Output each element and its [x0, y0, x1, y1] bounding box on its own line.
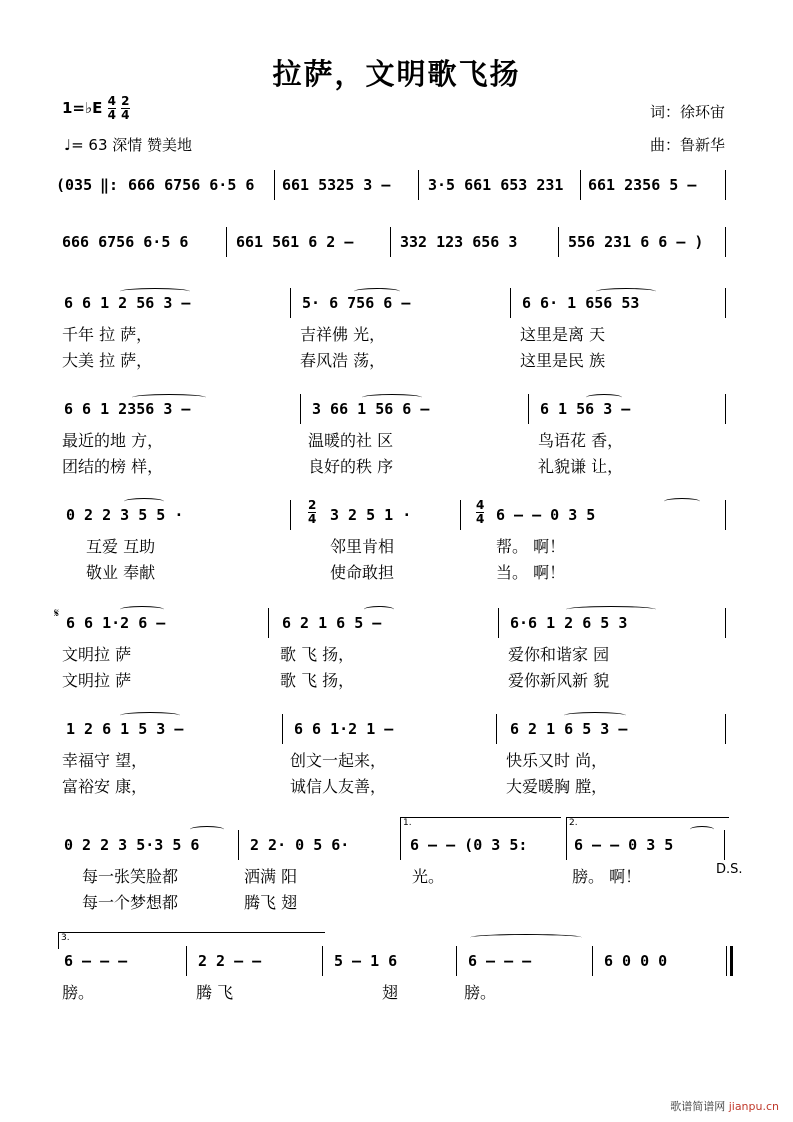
repeat-start: ‖: — [100, 176, 119, 194]
intro-measure: 666 6756 6·5 6 — [62, 233, 189, 251]
time-signature-2: $\frac{2}{4}$ — [121, 94, 130, 122]
barline — [496, 714, 497, 744]
lyric-verse1: 帮。 啊！ — [496, 537, 566, 556]
key-label: 1=♭E — [62, 99, 103, 117]
melody-measure: 6 – – – — [64, 952, 128, 970]
time-signature-change: 2 4 — [308, 498, 317, 526]
melody-measure: 5 – 1 6 — [334, 952, 398, 970]
lyric-verse1: 创文一起来， — [290, 751, 387, 770]
final-barline-thick — [730, 946, 733, 976]
lyric-verse1: 邻里肯相 — [330, 537, 395, 556]
melody-measure: 6 2 1 6 5 – — [282, 614, 382, 632]
melody-measure: 6 6 1·2 1 – — [294, 720, 394, 738]
lyric-verse1: 鸟语花 香， — [538, 431, 624, 450]
barline — [282, 714, 283, 744]
lyric-verse1: 膀。 啊！ — [572, 867, 642, 886]
melody-measure: 2 2 – – — [198, 952, 262, 970]
melody-measure: 6 2 1 6 5 3 – — [510, 720, 628, 738]
segno-sign: 𝄋 — [54, 606, 60, 620]
lyric-verse2: 使命敢担 — [330, 563, 395, 582]
melody-measure: 2 2· 0 5 6· — [250, 836, 350, 854]
first-ending-bracket: 1. — [400, 817, 561, 834]
barline — [592, 946, 593, 976]
melody-measure: 3 66 1 56 6 – — [312, 400, 430, 418]
lyric: 膀。 — [464, 983, 497, 1002]
song-title: 拉萨，文明歌飞扬 — [272, 57, 521, 91]
lyric-verse1: 幸福守 望， — [62, 751, 148, 770]
lyricist-credit: 词：徐环宙 — [650, 103, 726, 121]
melody-measure: 5· 6 756 6 – — [302, 294, 411, 312]
intro-pickup: (035 — [56, 176, 93, 194]
lyric-verse1: 吉祥佛 光， — [300, 325, 386, 344]
slur — [124, 498, 164, 505]
lyric-verse2: 每一个梦想都 — [82, 893, 179, 912]
slur — [690, 826, 714, 833]
lyric-verse2: 爱你新风新 貌 — [508, 671, 610, 690]
melody-measure: 6·6 1 2 6 5 3 — [510, 614, 628, 632]
melody-measure: 6 6· 1 656 53 — [522, 294, 640, 312]
lyric-verse1: 千年 拉 萨， — [62, 325, 153, 344]
dal-segno-mark: D.S. — [716, 862, 743, 877]
intro-measure: 661 2356 5 – — [588, 176, 697, 194]
barline — [725, 227, 726, 257]
lyric-verse2: 歌 飞 扬， — [280, 671, 355, 690]
melody-measure: 6 6 1·2 6 – — [66, 614, 166, 632]
melody-measure: 6 – – – — [468, 952, 532, 970]
lyric-verse2: 敬业 奉献 — [86, 563, 156, 582]
barline — [238, 830, 239, 860]
intro-measure: 661 561 6 2 – — [236, 233, 354, 251]
barline — [268, 608, 269, 638]
barline — [418, 170, 419, 200]
barline — [724, 830, 725, 860]
site-watermark — [670, 1098, 779, 1114]
melody-measure: 3 2 5 1 · — [330, 506, 412, 524]
intro-measure: 332 123 656 3 — [400, 233, 518, 251]
lyric-verse2: 文明拉 萨 — [62, 671, 132, 690]
lyric-verse1: 温暖的社 区 — [308, 431, 394, 450]
lyric-verse1: 爱你和谐家 园 — [508, 645, 610, 664]
melody-measure: 1 2 6 1 5 3 – — [66, 720, 184, 738]
time-signature-1: $\frac{4}{4}$ — [107, 94, 116, 122]
melody-measure: 0 2 2 3 5·3 5 6 — [64, 836, 200, 854]
melody-measure: 6 1 56 3 – — [540, 400, 631, 418]
barline — [725, 608, 726, 638]
second-ending-bracket: 2. — [566, 817, 729, 834]
lyric-verse2: 大爱暖胸 膛， — [506, 777, 608, 796]
barline — [725, 288, 726, 318]
intro-measure: 666 6756 6·5 6 — [128, 176, 255, 194]
lyric-verse1: 歌 飞 扬， — [280, 645, 355, 664]
slur — [120, 606, 164, 613]
lyric-verse2: 腾飞 翅 — [244, 893, 298, 912]
barline — [510, 288, 511, 318]
slur — [664, 498, 700, 505]
site-url[interactable]: jianpu.cn — [728, 1100, 779, 1113]
composer-credit: 曲：鲁新华 — [650, 136, 726, 154]
lyric-verse2: 当。 啊！ — [496, 563, 566, 582]
barline — [725, 394, 726, 424]
tempo-marking: ♩= 63 深情 赞美地 — [64, 136, 193, 154]
melody-measure: 6 6 1 2 56 3 – — [64, 294, 191, 312]
lyric-verse2: 良好的秩 序 — [308, 457, 394, 476]
melody-measure: 0 2 2 3 5 5 · — [66, 506, 184, 524]
melody-measure: 6 6 1 2356 3 – — [64, 400, 191, 418]
melody-measure: 6 – – (0 3 5: — [410, 836, 528, 854]
lyric-verse1: 最近的地 方， — [62, 431, 164, 450]
barline — [186, 946, 187, 976]
barline — [498, 608, 499, 638]
lyric-verse2: 礼貌谦 让， — [538, 457, 624, 476]
slur — [364, 606, 394, 613]
barline — [322, 946, 323, 976]
barline — [580, 170, 581, 200]
barline — [528, 394, 529, 424]
lyric-verse1: 文明拉 萨 — [62, 645, 132, 664]
intro-measure: 3·5 661 653 231 — [428, 176, 564, 194]
melody-measure: 6 0 0 0 — [604, 952, 668, 970]
lyric-verse1: 互爱 互助 — [86, 537, 156, 556]
barline — [400, 830, 401, 860]
lyric: 膀。 — [62, 983, 95, 1002]
barline — [390, 227, 391, 257]
lyric-verse2: 这里是民 族 — [520, 351, 606, 370]
melody-measure: 6 – – 0 3 5 — [496, 506, 596, 524]
lyric-verse2: 春风浩 荡， — [300, 351, 386, 370]
barline — [558, 227, 559, 257]
third-ending-bracket: 3. — [58, 932, 325, 949]
lyric-verse2: 团结的榜 样， — [62, 457, 164, 476]
lyric-verse1: 快乐又时 尚， — [506, 751, 608, 770]
intro-measure: 661 5325 3 – — [282, 176, 391, 194]
lyric: 翅 — [382, 983, 399, 1002]
slur — [190, 826, 224, 833]
barline — [290, 288, 291, 318]
melody-measure: 6 – – 0 3 5 — [574, 836, 674, 854]
barline — [460, 500, 461, 530]
lyric: 腾 飞 — [196, 983, 234, 1002]
key-signature — [62, 95, 130, 122]
lyric-verse2: 诚信人友善， — [290, 777, 387, 796]
lyric-verse2: 大美 拉 萨， — [62, 351, 153, 370]
time-signature-change: 4 4 — [476, 498, 485, 526]
site-name: 歌谱简谱网 — [670, 1100, 726, 1113]
lyric-verse1: 这里是离 天 — [520, 325, 606, 344]
barline — [300, 394, 301, 424]
barline — [725, 170, 726, 200]
barline — [725, 714, 726, 744]
barline — [226, 227, 227, 257]
lyric-verse2: 富裕安 康， — [62, 777, 148, 796]
barline — [456, 946, 457, 976]
barline — [274, 170, 275, 200]
barline — [725, 500, 726, 530]
slur — [566, 606, 656, 613]
lyric-verse1: 洒满 阳 — [244, 867, 298, 886]
slur — [564, 712, 626, 719]
slur — [120, 712, 180, 719]
barline — [290, 500, 291, 530]
final-barline — [726, 946, 727, 976]
barline — [566, 830, 567, 860]
lyric-verse1: 每一张笑脸都 — [82, 867, 179, 886]
slur — [470, 934, 582, 941]
lyric-verse1: 光。 — [412, 867, 445, 886]
intro-measure: 556 231 6 6 – ) — [568, 233, 704, 251]
